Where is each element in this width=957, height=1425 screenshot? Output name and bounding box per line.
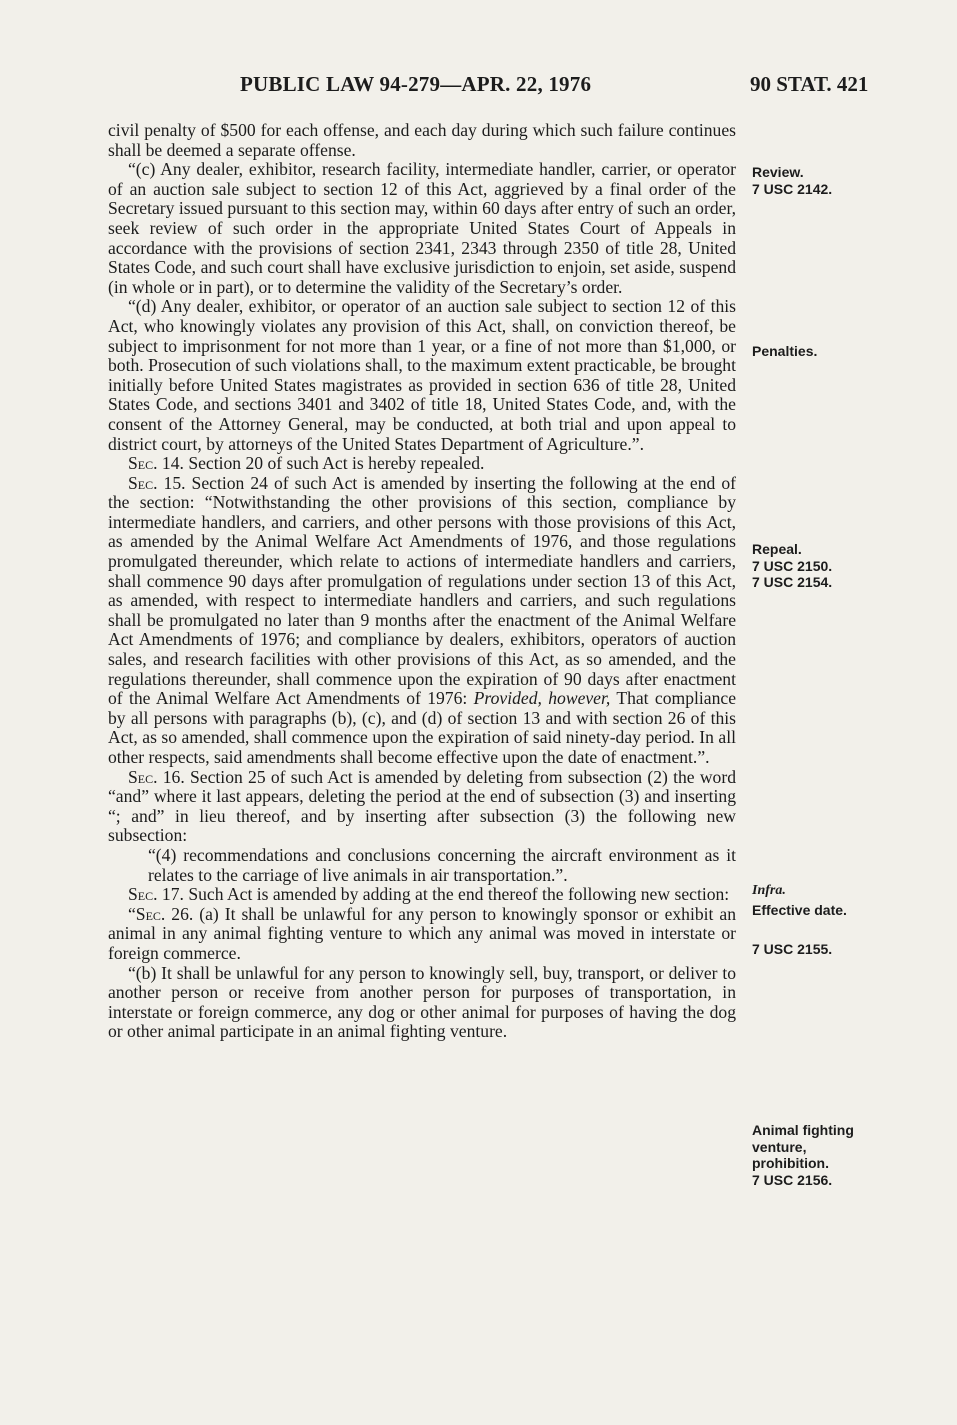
paragraph-d: “(d) Any dealer, exhibitor, or operator of an auction sale subject to section 12 of this Act, who knowingly violates any provision of this Act, shall, on conviction thereof, be subject to imprisonment for not more than 1 year, or a fine of not more than $1,000, or both. Prosecution of such violations shall, to the maximum extent practicable, be brought initially before United States magistrates as provided in section 636 of title 28, United States Code, and sections 3401 and 3402 of title 18, United States Code, and, with the consent of the Attorney General, may be conducted, at both trial and upon appeal to district court, by attorneys of the United States Department of Agriculture.”.	[108, 296, 736, 454]
section-14	[108, 454, 736, 474]
margin-note-repeal: Repeal. 7 USC 2150. 7 USC 2154.	[752, 541, 833, 590]
section-16	[108, 768, 736, 846]
section-17	[108, 885, 736, 905]
subsection-4-quote: “(4) recommendations and conclusions concerning the aircraft environment as it relates to the carriage of live animals in air transportation.”.	[148, 844, 736, 885]
running-head: PUBLIC LAW 94-279—APR. 22, 1976	[240, 72, 592, 96]
section-label: Sec. 15.	[128, 472, 186, 493]
section-text: Section 20 of such Act is hereby repealed.	[188, 453, 485, 474]
statute-body	[108, 121, 736, 1042]
margin-note-animal-fighting: Animal fighting venture, prohibition. 7 USC 2156.	[752, 1122, 854, 1188]
proviso-italic: Provided, however,	[473, 688, 611, 709]
statute-page-number: 90 STAT. 421	[750, 72, 869, 96]
section-label: Sec. 14.	[128, 453, 184, 474]
margin-note-infra: Infra.	[752, 883, 786, 898]
section-26a	[108, 905, 736, 964]
section-text: Such Act is amended by adding at the end thereof the following new section:	[188, 884, 730, 905]
section-text: Section 24 of such Act is amended by inserting the following at the end of the section: “Notwithstanding the other provisions of this section, compliance by intermediate handlers, and carriers, and other persons with those provisions of this Act, as amended by the Animal Welfare Act Amendments of 1976, and those regulations promulgated thereunder, which relate to actions of intermediate handlers and carriers, shall commence 90 days after promulgation of regulations under section 13 of this Act, as amended, with respect to intermediate handlers and carriers, and such regulations shall be promulgated no later than 9 months after the enactment of the Animal Welfare Act Amendments of 1976; and compliance by dealers, exhibitors, operators of auction sales, and research facilities with other provisions of this Act, as so amended, and the regulations thereunder, shall commence upon the expiration of 90 days after enactment of the Animal Welfare Act Amendments of 1976:	[108, 472, 736, 709]
section-15	[108, 474, 736, 768]
margin-note-7-usc-2155: 7 USC 2155.	[752, 941, 833, 957]
section-text: (a) It shall be unlawful for any person to knowingly sponsor or exhibit an animal in any animal fighting venture to which any animal was moved in interstate or foreign commerce.	[108, 903, 736, 963]
section-label: “Sec. 26.	[128, 903, 194, 924]
section-text-continued: That compliance by all persons with paragraphs (b), (c), and (d) of section 13 and with section 26 of this Act, as so amended, shall commence upon the expiration of said ninety-day period. In all other respects, said amendments shall become effective upon the date of enactment.”.	[108, 688, 737, 767]
section-text: Section 25 of such Act is amended by deleting from subsection (2) the word “and” where it last appears, deleting the period at the end of subsection (3) and inserting “; and” in lieu thereof, and by inserting after subsection (3) the following new subsection:	[108, 766, 736, 846]
section-label: Sec. 16.	[128, 766, 185, 787]
margin-note-effective-date: Effective date.	[752, 902, 847, 918]
paragraph-continued: civil penalty of $500 for each offense, and each day during which such failure continues shall be deemed a separate offense.	[108, 120, 736, 160]
section-26b: “(b) It shall be unlawful for any person to knowingly sell, buy, transport, or deliver to another person or receive from another person for purposes of transportation, in interstate or foreign commerce, any dog or other animal for purposes of having the dog or other animal participate in an animal fighting venture.	[108, 962, 736, 1042]
margin-note-review: Review. 7 USC 2142.	[752, 164, 833, 197]
margin-note-penalties: Penalties.	[752, 343, 818, 359]
section-label: Sec. 17.	[128, 884, 184, 905]
paragraph-c: “(c) Any dealer, exhibitor, research facility, intermediate handler, carrier, or operator of an auction sale subject to section 12 of this Act, aggrieved by a final order of the Secretary issued pursuant to this section may, within 60 days after entry of such an order, seek review of such order in the appropriate United States Court of Appeals in accordance with the provisions of section 2341, 2343 through 2350 of title 28, United States Code, and such court shall have exclusive jurisdiction to enjoin, set aside, suspend (in whole or in part), or to determine the validity of the Secretary’s order.	[108, 159, 736, 297]
page-header	[0, 68, 957, 108]
